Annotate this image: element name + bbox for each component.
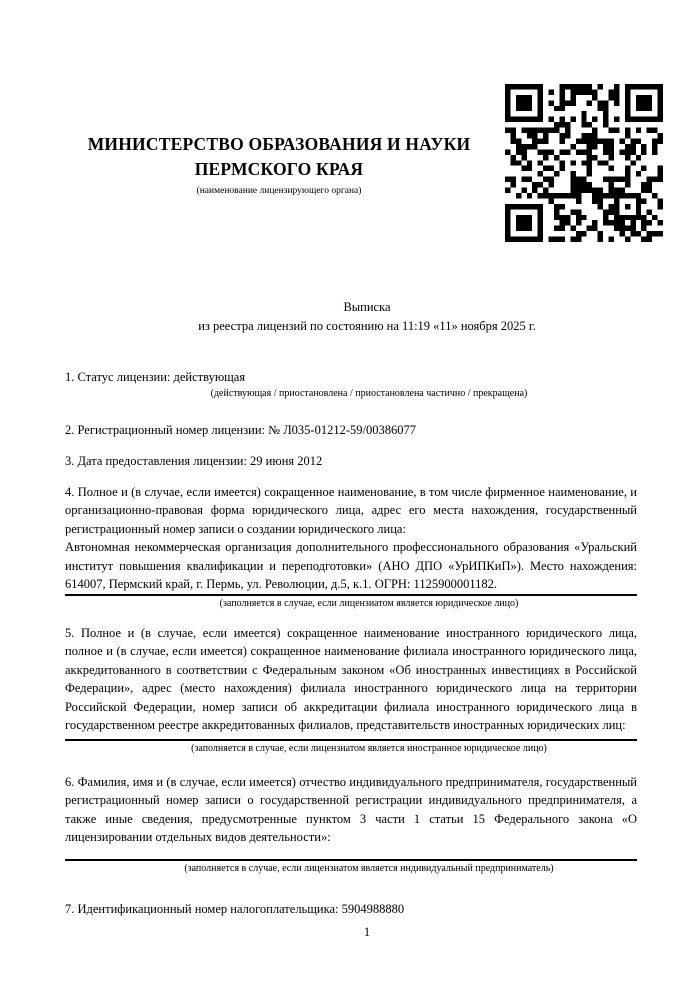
foreign-entity-note: (заполняется в случае, если лицензиатом является иностранное юридическое лицо): [191, 742, 547, 754]
item-individual-entrepreneur: [65, 773, 637, 875]
item-registration-number: [65, 421, 637, 440]
foreign-entity-statement: 5. Полное и (в случае, если имеется) сокращенное наименование иностранного юридического лица, полное и (в случае, если имеется) сокращенное наименование филиала иностранного юридического лица, аккредитованного в соответствии с Федеральным законом «Об иностранных инвестициях в Российской Федерации», адрес (место нахождения) филиала иностранного юридического лица на территории Российской Федерации, номер записи об аккредитации филиала иностранного юридического лица в государственном реестре аккредитованных филиалов, представительств иностранных юридических лиц:: [65, 625, 637, 732]
item-foreign-entity: [65, 624, 637, 755]
legal-entity-value: Автономная некоммерческая организация дополнительного профессионального образования «Уральский институт повышения квалификации и переподготовки» (АНО ДПО «УрИПКиП»). Место нахождения: 614007, Пермский край, г. Пермь, ул. Революции, д.5, к.1. ОГРН: 1125900001182.: [65, 540, 637, 591]
taxpayer-number-text: 7. Идентификационный номер налогоплательщика: 5904988880: [65, 901, 405, 916]
document-title: [97, 298, 637, 336]
individual-entrepreneur-note: (заполняется в случае, если лицензиатом является индивидуальный предприниматель): [184, 862, 554, 874]
document-title-line2: из реестра лицензий по состоянию на 11:19 «11» ноября 2025 г.: [198, 319, 536, 333]
ministry-name-line1: МИНИСТЕРСТВО ОБРАЗОВАНИЯ И НАУКИ: [87, 134, 471, 154]
licensing-authority-header: [65, 132, 493, 198]
item-legal-entity: [65, 483, 637, 610]
license-grant-date-text: 3. Дата предоставления лицензии: 29 июня 2012: [65, 454, 323, 468]
fill-line-foreign-entity: [65, 739, 637, 741]
license-status-text: 1. Статус лицензии: действующая: [65, 370, 246, 384]
registration-number-text: 2. Регистрационный номер лицензии: № Л035-01212-59/00386077: [65, 422, 416, 437]
legal-entity-statement: 4. Полное и (в случае, если имеется) сокращенное наименование, в том числе фирменное наименование, и организационно-правовая форма юридического лица, адрес его места нахождения, государственный регистрационный номер записи о создании юридического лица:: [65, 484, 637, 536]
ministry-name-line2: ПЕРМСКОГО КРАЯ: [194, 159, 364, 179]
page-content: [65, 0, 637, 940]
individual-entrepreneur-statement: 6. Фамилия, имя и (в случае, если имеется) отчество индивидуального предпринимателя, государственный регистрационный номер записи о государственной регистрации индивидуального предпринимателя, а также иные сведения, предусмотренные пунктом 3 части 1 статьи 15 Федерального закона «О лицензировании отдельных видов деятельности»:: [65, 774, 637, 844]
item-license-status: [65, 368, 637, 400]
fill-line-individual-entrepreneur: [65, 859, 637, 861]
page-number: 1: [363, 925, 371, 939]
item-taxpayer-number: [65, 900, 637, 919]
license-status-options-note: (действующая / приостановлена / приостановлена частично / прекращена): [210, 387, 528, 399]
item-license-grant-date: [65, 452, 637, 471]
legal-entity-note: (заполняется в случае, если лицензиатом является юридическое лицо): [219, 597, 519, 609]
licensing-authority-caption: (наименование лицензирующего органа): [196, 186, 362, 196]
document-title-line1: Выписка: [343, 300, 391, 314]
fill-line-legal-entity: [65, 594, 637, 596]
